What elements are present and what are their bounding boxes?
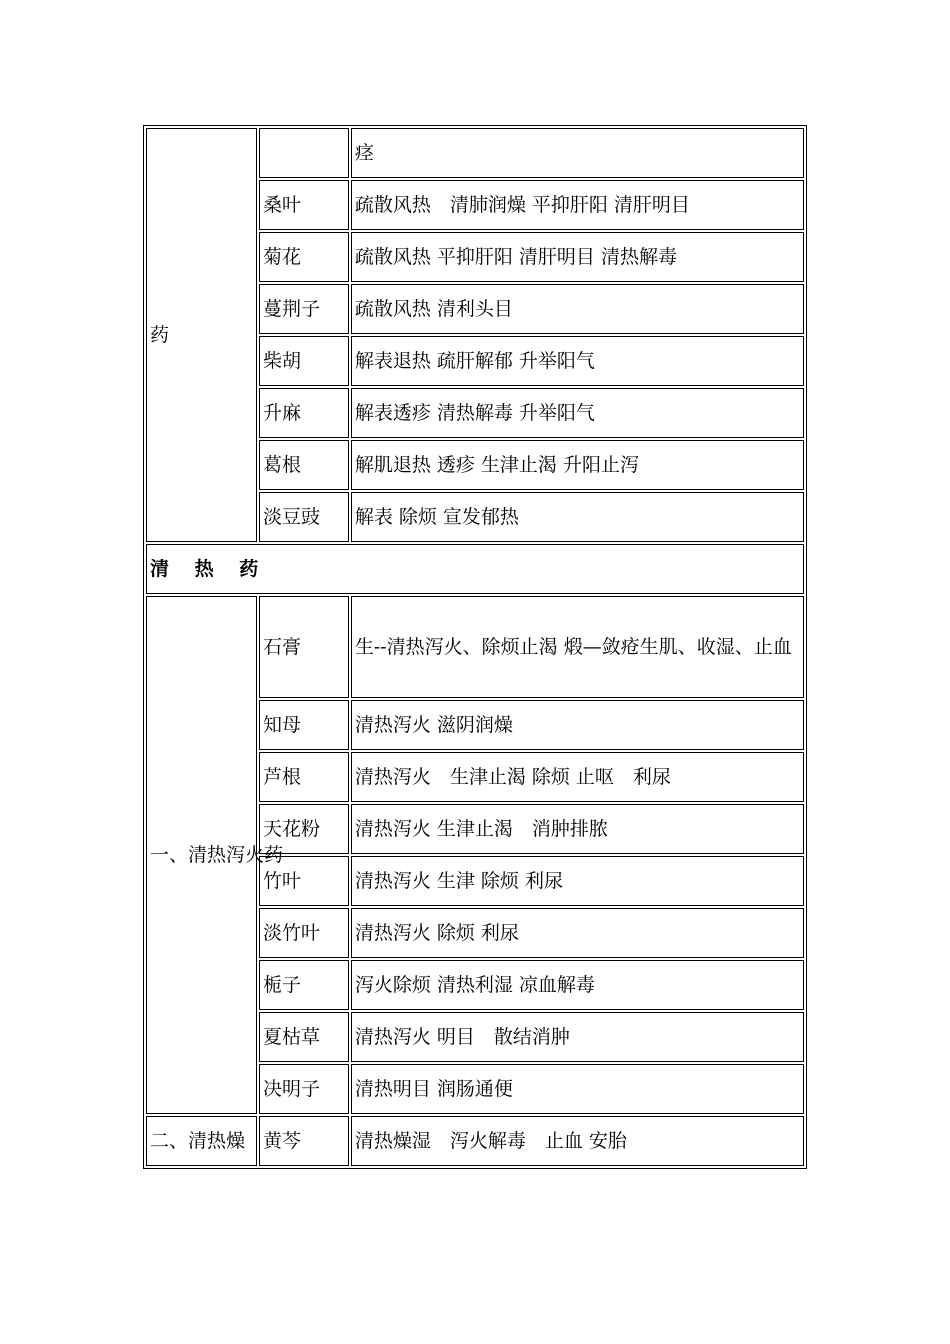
effect-cell: 疏散风热 平抑肝阳 清肝明目 清热解毒	[351, 232, 804, 282]
herb-name-cell: 芦根	[259, 752, 349, 802]
category-cell: 一、清热泻火药	[146, 596, 257, 1114]
herb-table	[143, 125, 807, 1169]
effect-cell: 解表退热 疏肝解郁 升举阳气	[351, 336, 804, 386]
category-cell: 二、清热燥	[146, 1116, 257, 1166]
section-row	[146, 544, 804, 594]
effect-cell: 清热泻火 滋阴润燥	[351, 700, 804, 750]
effect-cell: 解表透疹 清热解毒 升举阳气	[351, 388, 804, 438]
herb-name-cell: 菊花	[259, 232, 349, 282]
effect-cell: 泻火除烦 清热利湿 凉血解毒	[351, 960, 804, 1010]
category-cell: 药	[146, 128, 257, 542]
effect-cell: 清热泻火 生津止渴 消肿排脓	[351, 804, 804, 854]
herb-name-cell: 淡豆豉	[259, 492, 349, 542]
herb-name-cell: 黄芩	[259, 1116, 349, 1166]
effect-cell: 疏散风热 清利头目	[351, 284, 804, 334]
herb-name-cell: 桑叶	[259, 180, 349, 230]
herb-name-cell: 知母	[259, 700, 349, 750]
effect-cell: 清热泻火 明目 散结消肿	[351, 1012, 804, 1062]
effect-cell: 清热泻火 除烦 利尿	[351, 908, 804, 958]
table-row	[146, 1116, 804, 1166]
herb-name-cell: 升麻	[259, 388, 349, 438]
herb-name-cell: 葛根	[259, 440, 349, 490]
herb-name-cell: 淡竹叶	[259, 908, 349, 958]
herb-name-cell	[259, 128, 349, 178]
section-title: 清 热 药	[146, 544, 804, 594]
herb-name-cell: 夏枯草	[259, 1012, 349, 1062]
effect-cell: 清热泻火 生津止渴 除烦 止呕 利尿	[351, 752, 804, 802]
effect-cell: 解表 除烦 宣发郁热	[351, 492, 804, 542]
effect-cell: 解肌退热 透疹 生津止渴 升阳止泻	[351, 440, 804, 490]
herb-name-cell: 栀子	[259, 960, 349, 1010]
effect-cell: 生--清热泻火、除烦止渴 煅—敛疮生肌、收湿、止血	[351, 596, 804, 698]
effect-cell: 清热燥湿 泻火解毒 止血 安胎	[351, 1116, 804, 1166]
effect-cell: 痉	[351, 128, 804, 178]
effect-cell: 清热泻火 生津 除烦 利尿	[351, 856, 804, 906]
herb-name-cell: 决明子	[259, 1064, 349, 1114]
herb-name-cell: 竹叶	[259, 856, 349, 906]
table-row	[146, 128, 804, 178]
effect-cell: 疏散风热 清肺润燥 平抑肝阳 清肝明目	[351, 180, 804, 230]
herb-name-cell: 石膏	[259, 596, 349, 698]
table-row	[146, 596, 804, 698]
herb-name-cell: 天花粉	[259, 804, 349, 854]
herb-name-cell: 蔓荆子	[259, 284, 349, 334]
effect-cell: 清热明目 润肠通便	[351, 1064, 804, 1114]
herb-name-cell: 柴胡	[259, 336, 349, 386]
